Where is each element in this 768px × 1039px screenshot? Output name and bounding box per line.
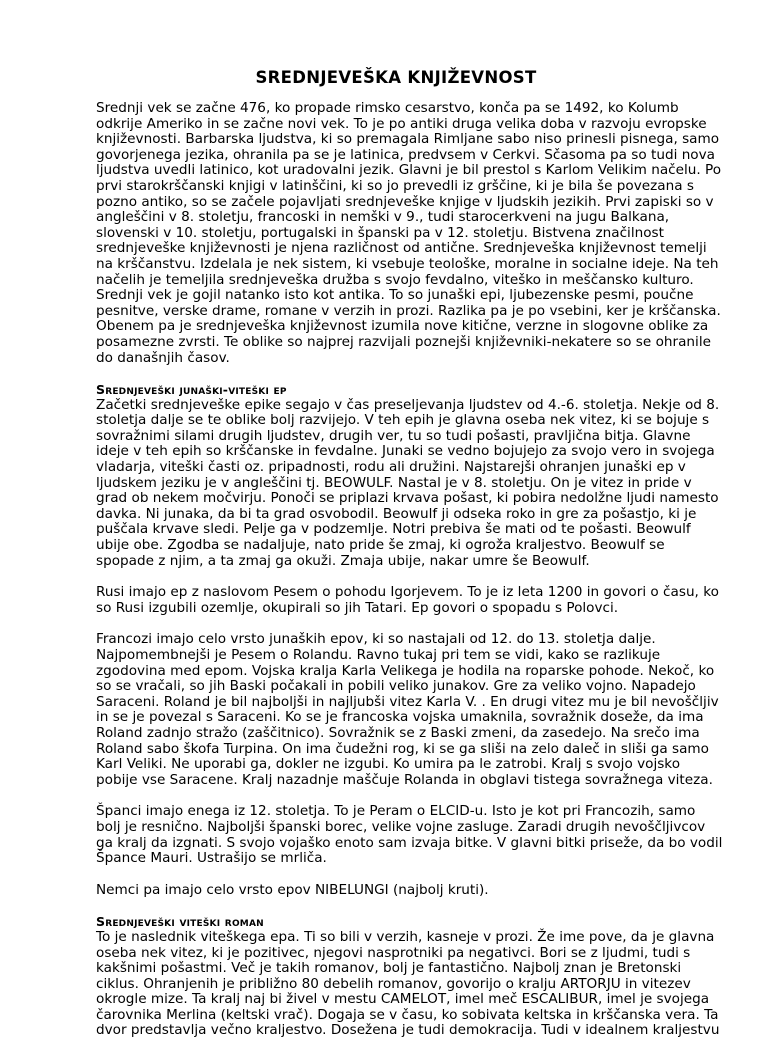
epic-paragraph-germans bbox=[96, 883, 696, 899]
text-line: puščala krvave sledi. Pelje ga v podzemlje. Notri prebiva še mati od te pošasti. Beowulf bbox=[96, 521, 691, 538]
intro-paragraph bbox=[96, 100, 722, 366]
text-line: Roland sabo škofa Turpina. On ima čudežni rog, ki se ga sliši na zelo daleč in sliši ga samo bbox=[96, 740, 709, 757]
text-line: prvi starokrščanski knjigi v latinščini, ki so jo prevedli iz grščine, ki je bila še povezana s bbox=[96, 177, 694, 194]
text-line: posamezne zvrsti. Te oblike so najprej razvijali poznejši književniki-nekatere so se ohranile bbox=[96, 333, 711, 350]
text-line: govorjenega jezika, ohranila pa se je latinica, predvsem v Cerkvi. Sčasoma pa so tudi nova bbox=[96, 146, 715, 163]
text-line: dvor predstavlja večno kraljestvo. Dosežena je tudi demokracija. Tudi v idealnem kraljestvu bbox=[96, 1022, 720, 1039]
text-line: ubije obe. Zgodba se nadaljuje, nato pride še zmaj, ki ogroža kraljestvo. Beowulf se bbox=[96, 537, 665, 554]
text-line: Špance Mauri. Ustrašijo se mrliča. bbox=[96, 850, 327, 867]
romance-paragraph bbox=[96, 928, 720, 1039]
text-line: angleščini v 8. stoletju, francoski in nemški v 9., tudi starocerkveni na jugu Balkana, bbox=[96, 209, 670, 226]
text-line: do današnjih časov. bbox=[96, 349, 230, 366]
text-line: davka. Ni junaka, da bi ta grad osvobodil. Beowulf ji odseka roko in gre za pošastjo, ki je bbox=[96, 505, 697, 522]
section-heading-epic: Srednjeveški junaški-viteški ep bbox=[96, 382, 287, 398]
text-line: To je naslednik viteškega epa. Ti so bili v verzih, kasneje v prozi. Že ime pove, da je glavna bbox=[96, 928, 715, 945]
text-line: stoletja dalje se te oblike bolj razvijejo. V teh epih je glavna oseba nek vitez, ki se bojuje s bbox=[96, 412, 710, 429]
text-line: Srednji vek se začne 476, ko propade rimsko cesarstvo, konča pa se 1492, ko Kolumb bbox=[96, 100, 679, 116]
text-line: ciklus. Ohranjenih je približno 80 debelih romanov, govorijo o kralju ARTORJU in vitezev bbox=[96, 975, 691, 992]
text-line: sovražnimi silami drugih ljudstev, drugih ver, tu so tudi pošasti, pravljična bitja. Glavne bbox=[96, 427, 691, 444]
text-line: Španci imajo enega iz 12. stoletja. To je Peram o ELCID-u. Isto je kot pri Francozih, samo bbox=[96, 803, 696, 820]
document-body bbox=[96, 100, 723, 1039]
text-line: na krščanstvu. Izdelala je nek sistem, ki vsebuje teološke, moralne in socialne ideje. Na teh bbox=[96, 255, 719, 272]
text-line: Roland zadnjo stražo (zaščitnico). Sovražnik se z Baski zmeni, da zasedejo. Na srečo ima bbox=[96, 724, 700, 741]
text-line: ga kralj da izgnati. S svojo vojaško enoto sam izvaja bitke. V glavni bitki priseže, da bo vodil bbox=[96, 834, 723, 851]
text-line: Obenem pa je srednjeveška književnost izumila nove kitične, verzne in slogovne oblike za bbox=[96, 318, 709, 335]
text-line: odkrije Ameriko in se začne novi vek. To je po antiki druga velika doba v razvoju evropske bbox=[96, 115, 707, 132]
text-line: zgodovina med epom. Vojska kralja Karla Velikega je hodila na roparske pohode. Nekoč, ko bbox=[96, 662, 715, 679]
text-line: kakšnimi pošastmi. Več je takih romanov, bolj je fantastično. Najbolj znan je Bretonski bbox=[96, 960, 682, 977]
section-heading-romance: Srednjeveški viteški roman bbox=[96, 914, 264, 930]
text-line: Srednji vek je gojil natanko isto kot antika. To so junaški epi, ljubezenske pesmi, poučne bbox=[96, 287, 694, 304]
text-line: ljudstva uvedli latinico, kot uradovalni jezik. Glavni je bil prestol s Karlom Velikim načelu. Po bbox=[96, 162, 722, 179]
epic-paragraph-french bbox=[96, 631, 719, 788]
text-line: Najpomembnejši je Pesem o Rolandu. Ravno tukaj pri tem se vidi, kako se razlikuje bbox=[96, 647, 661, 663]
document-title: SREDNJEVEŠKA KNJIŽEVNOST bbox=[255, 68, 537, 87]
text-line: slovenski v 10. stoletju, portugalski in španski pa v 12. stoletju. Bistvena značilnost bbox=[96, 224, 664, 241]
text-line: grad ob nekem močvirju. Ponoči se priplazi krvava pošast, ki pobira nedolžne ljudi namesto bbox=[96, 490, 719, 507]
text-line: književnosti. Barbarska ljudstva, ki so premagala Rimljane sabo niso prinesli pisnega, samo bbox=[96, 131, 720, 148]
text-line: so se vračali, so jih Baski počakali in pobili veliko junakov. Gre za veliko vojno. Napadejo bbox=[96, 678, 696, 695]
text-line: spopade z njim, a ta zmaj ga okuži. Zmaja ubije, nakar umre še Beowulf. bbox=[96, 552, 590, 569]
text-line: okrogle mize. Ta kralj naj bi živel v mestu CAMELOT, imel meč ESCALIBUR, imel je svojega bbox=[96, 991, 710, 1008]
text-line: ljudskem jeziku je v angleščini tj. BEOWULF. Nastal je v 8. stoletju. On je vitez in pride v bbox=[96, 474, 692, 491]
text-line: pobije vse Saracene. Kralj nazadnje maščuje Rolanda in obglavi tistega sovražnega viteza. bbox=[96, 771, 713, 788]
text-line: Francozi imajo celo vrsto junaških epov, ki so nastajali od 12. do 13. stoletja dalje. bbox=[96, 631, 656, 648]
text-line: Rusi imajo ep z naslovom Pesem o pohodu Igorjevem. To je iz leta 1200 in govori o času, ko bbox=[96, 584, 719, 601]
epic-paragraph-russians bbox=[96, 584, 719, 616]
text-line: in se je povezal s Saraceni. Ko se je francoska vojska umaknila, sovražnik doseže, da ima bbox=[96, 709, 704, 726]
text-line: bolj je resnično. Najboljši španski borec, velike vojne zasluge. Zaradi drugih nevoščljivcov bbox=[96, 818, 706, 835]
text-line: vladarja, viteški časti oz. pripadnosti, rodu ali družini. Najstarejši ohranjen junaški ep v bbox=[96, 459, 686, 476]
text-line: čarovnika Merlina (keltski vrač). Dogaja se v času, ko sobivata keltska in krščanska vera. Ta bbox=[96, 1006, 719, 1023]
text-line: ideje v teh epih so krščanske in fevdalne. Junaki se vedno bojujejo za svojo vero in svojega bbox=[96, 443, 715, 460]
text-line: srednjeveške književnosti je njena različnost od antične. Srednjeveška književnost temelji bbox=[96, 240, 707, 257]
text-line: so Rusi izgubili ozemlje, okupirali so jih Tatari. Ep govori o spopadu s Polovci. bbox=[96, 599, 619, 616]
text-line: Saraceni. Roland je bil najboljši in najljubši vitez Karla V. . En drugi vitez mu je bil nevoščljiv bbox=[96, 693, 719, 710]
text-line: Začetki srednjeveške epike segajo v čas preseljevanja ljudstev od 4.-6. stoletja. Nekje od 8. bbox=[96, 396, 720, 413]
text-line: Karl Veliki. Ne uporabi ga, dokler ne izgubi. Ko umira pa le zatrobi. Kralj s svojo vojsko bbox=[96, 756, 681, 773]
text-line: oseba nek vitez, ki je pozitivec, njegovi nasprotniki pa negativci. Bori se z ljudmi, tudi s bbox=[96, 944, 691, 961]
epic-paragraph-beginnings bbox=[96, 396, 720, 570]
epic-paragraph-spanish bbox=[96, 803, 723, 867]
text-line: Nemci pa imajo celo vrsto epov NIBELUNGI (najbolj kruti). bbox=[96, 881, 489, 898]
text-line: načelih je temeljila srednjeveška družba s svojo fevdalno, viteško in meščansko kulturo. bbox=[96, 271, 694, 288]
text-line: pozno antiko, so se začele pojavljati srednjeveške knjige v ljudskih jezikih. Prvi zapiski so v bbox=[96, 193, 714, 210]
text-line: pesnitve, verske drame, romane v verzih in prozi. Razlika pa je po vsebini, ker je krščanska. bbox=[96, 302, 721, 319]
